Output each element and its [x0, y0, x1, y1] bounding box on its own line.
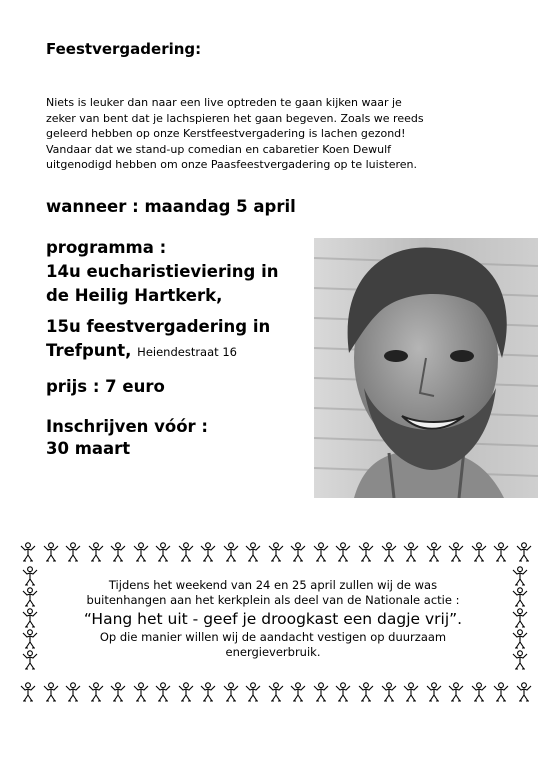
dancing-figure-icon: [512, 566, 528, 586]
border-top: [20, 542, 532, 564]
dancing-figure-icon: [426, 682, 442, 702]
dancing-figure-icon: [43, 542, 59, 562]
dancing-figure-icon: [268, 682, 284, 702]
dancing-figure-icon: [358, 682, 374, 702]
notice-line: energieverbruik.: [225, 645, 321, 659]
dancing-figure-icon: [20, 682, 36, 702]
border-right: [512, 566, 534, 670]
dancing-figure-icon: [512, 650, 528, 670]
dancing-figure-icon: [22, 566, 38, 586]
notice-line: Op die manier willen wij de aandacht vestigen op duurzaam: [99, 630, 447, 644]
dancing-figure-icon: [22, 587, 38, 607]
intro-line: uitgenodigd hebben om onze Paasfeestvergadering op te luisteren.: [46, 158, 418, 171]
dancing-figure-icon: [493, 542, 509, 562]
dancing-figure-icon: [110, 542, 126, 562]
dancing-figure-icon: [426, 542, 442, 562]
dancing-figure-icon: [335, 682, 351, 702]
dancing-figure-icon: [155, 542, 171, 562]
registration-deadline: [46, 416, 208, 460]
dancing-figure-icon: [381, 682, 397, 702]
registration-label: Inschrijven vóór :: [46, 417, 209, 436]
dancing-figure-icon: [65, 682, 81, 702]
dancing-figure-icon: [22, 608, 38, 628]
event-date: wanneer : maandag 5 april: [46, 197, 296, 216]
price: prijs : 7 euro: [46, 377, 165, 396]
dancing-figure-icon: [448, 682, 464, 702]
dancing-figure-icon: [512, 629, 528, 649]
dancing-figure-icon: [403, 682, 419, 702]
dancing-figure-icon: [20, 542, 36, 562]
dancing-figure-icon: [403, 542, 419, 562]
dancing-figure-icon: [471, 682, 487, 702]
program-item-line: 15u feestvergadering in: [46, 317, 271, 336]
dancing-figure-icon: [155, 682, 171, 702]
border-bottom: [20, 682, 532, 704]
notice-line: Tijdens het weekend van 24 en 25 april zullen wij de was: [108, 578, 438, 592]
dancing-figure-icon: [493, 682, 509, 702]
border-left: [22, 566, 44, 670]
intro-line: Niets is leuker dan naar een live optreden te gaan kijken waar je: [46, 96, 402, 109]
dancing-figure-icon: [268, 542, 284, 562]
dancing-figure-icon: [290, 682, 306, 702]
dancing-figure-icon: [335, 542, 351, 562]
dancing-figure-icon: [471, 542, 487, 562]
dancing-figure-icon: [358, 542, 374, 562]
dancing-figure-icon: [178, 542, 194, 562]
dancing-figure-icon: [223, 542, 239, 562]
dancing-figure-icon: [313, 682, 329, 702]
dancing-figure-icon: [65, 542, 81, 562]
program-item-line: 14u eucharistieviering in: [46, 262, 279, 281]
intro-line: zeker van bent dat je lachspieren het gaan begeven. Zoals we reeds: [46, 111, 424, 125]
dancing-figure-icon: [313, 542, 329, 562]
dancing-figure-icon: [200, 682, 216, 702]
dancing-figure-icon: [245, 682, 261, 702]
dancing-figure-icon: [512, 608, 528, 628]
dancing-figure-icon: [88, 542, 104, 562]
notice-slogan: “Hang het uit - geef je droogkast een dagje vrij”.: [83, 610, 463, 628]
program-section: [46, 236, 279, 364]
dancing-figure-icon: [133, 542, 149, 562]
dancing-figure-icon: [133, 682, 149, 702]
dancing-figure-icon: [22, 629, 38, 649]
dancing-figure-icon: [88, 682, 104, 702]
dancing-figure-icon: [245, 542, 261, 562]
venue-address: Heiendestraat 16: [137, 345, 237, 359]
dancing-figure-icon: [223, 682, 239, 702]
portrait-photo: [314, 238, 538, 498]
dancing-figure-icon: [200, 542, 216, 562]
dancing-figure-icon: [448, 542, 464, 562]
venue-name: Trefpunt,: [46, 341, 132, 360]
dancing-figure-icon: [381, 542, 397, 562]
dancing-figure-icon: [512, 587, 528, 607]
notice-line: buitenhangen aan het kerkplein als deel van de Nationale actie :: [86, 593, 460, 607]
intro-paragraph: [46, 95, 516, 173]
intro-line: geleerd hebben op onze Kerstfeestvergadering is lachen gezond!: [46, 127, 406, 140]
dancing-figure-icon: [178, 682, 194, 702]
dancing-figure-icon: [516, 542, 532, 562]
notice-box: [44, 578, 502, 660]
dancing-figure-icon: [22, 650, 38, 670]
dancing-figure-icon: [43, 682, 59, 702]
intro-line: Vandaar dat we stand-up comedian en cabaretier Koen Dewulf: [46, 142, 392, 156]
program-heading: programma :: [46, 238, 167, 257]
registration-date: 30 maart: [46, 439, 131, 458]
page-title: Feestvergadering:: [46, 40, 202, 58]
dancing-figure-icon: [110, 682, 126, 702]
dancing-figure-icon: [516, 682, 532, 702]
dancing-figure-icon: [290, 542, 306, 562]
program-item-line: de Heilig Hartkerk,: [46, 286, 223, 305]
program-item-line: [46, 339, 279, 364]
